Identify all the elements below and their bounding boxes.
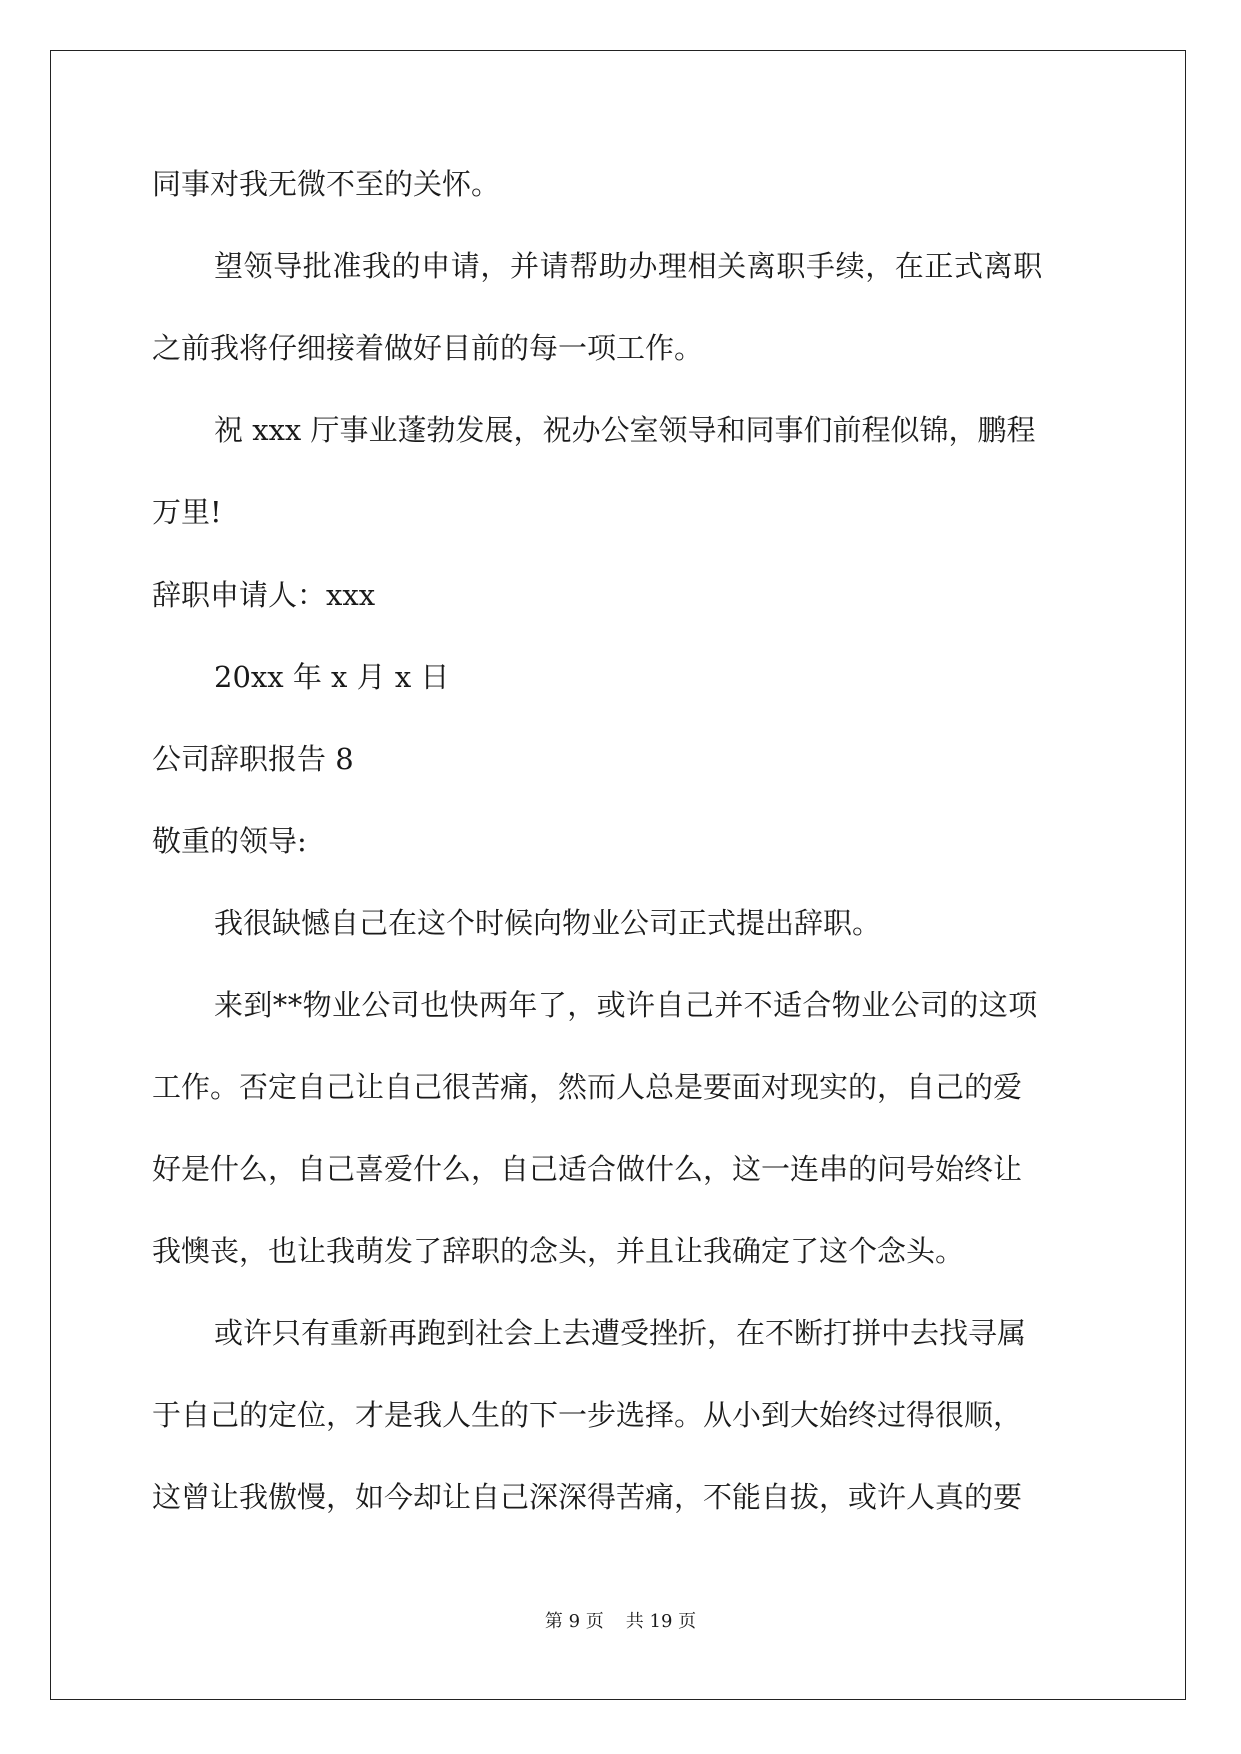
text-line: 辞职申请人：xxx	[152, 578, 376, 612]
text-line: 或许只有重新再跑到社会上去遭受挫折，在不断打拼中去找寻属	[214, 1316, 1027, 1350]
text-line: 20xx 年 x 月 x 日	[214, 660, 450, 694]
text-line: 好是什么，自己喜爱什么，自己适合做什么，这一连串的问号始终让	[152, 1152, 1023, 1186]
page-number: 第 9 页	[544, 1611, 604, 1632]
section-title: 公司辞职报告 8	[152, 742, 354, 776]
text-line: 望领导批准我的申请，并请帮助办理相关离职手续，在正式离职	[214, 249, 1043, 283]
text-line: 同事对我无微不至的关怀。	[152, 167, 501, 201]
text-line: 万里!	[152, 495, 222, 529]
salutation: 敬重的领导:	[152, 824, 307, 858]
text-line: 我很缺憾自己在这个时候向物业公司正式提出辞职。	[214, 906, 882, 940]
text-line: 来到**物业公司也快两年了，或许自己并不适合物业公司的这项	[214, 988, 1038, 1022]
text-line: 工作。否定自己让自己很苦痛，然而人总是要面对现实的，自己的爱	[152, 1070, 1023, 1104]
page-border	[50, 50, 1186, 1700]
page-total: 共 19 页	[625, 1611, 697, 1632]
page-footer	[0, 1607, 1241, 1633]
text-line: 于自己的定位，才是我人生的下一步选择。从小到大始终过得很顺，	[152, 1398, 1023, 1432]
text-line: 我懊丧，也让我萌发了辞职的念头，并且让我确定了这个念头。	[152, 1234, 965, 1268]
text-line: 这曾让我傲慢，如今却让自己深深得苦痛，不能自拔，或许人真的要	[152, 1480, 1023, 1514]
text-line: 之前我将仔细接着做好目前的每一项工作。	[152, 331, 704, 365]
text-line: 祝 xxx 厅事业蓬勃发展，祝办公室领导和同事们前程似锦，鹏程	[214, 413, 1036, 447]
